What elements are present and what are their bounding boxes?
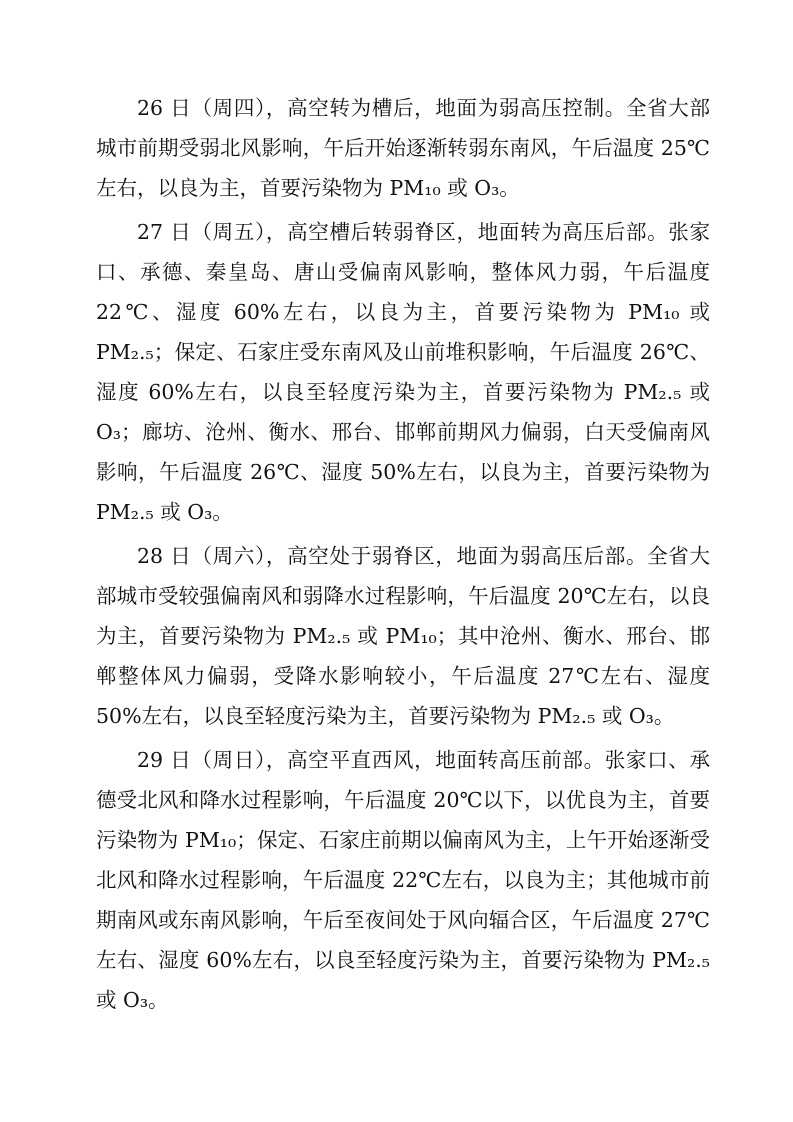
paragraph-day-29: 29 日（周日），高空平直西风，地面转高压前部。张家口、承德受北风和降水过程影响，午后温度 20℃以下，以优良为主，首要污染物为 PM₁₀；保定、石家庄前期以偏南风为主，上午开始逐渐受北风和降水过程影响，午后温度 22℃左右，以良为主；其他城市前期南风或东南风影响，午后至夜间处于风向辐合区，午后温度 27℃左右、湿度 60%左右，以良至轻度污染为主，首要污染物为 PM₂.₅ 或 O₃。: [96, 748, 710, 1012]
paragraph-day-26: 26 日（周四），高空转为槽后，地面为弱高压控制。全省大部城市前期受弱北风影响，午后开始逐渐转弱东南风，午后温度 25℃左右，以良为主，首要污染物为 PM₁₀ 或 O₃。: [96, 96, 710, 200]
document-body: [96, 88, 710, 1024]
paragraph-day-28: 28 日（周六），高空处于弱脊区，地面为弱高压后部。全省大部城市受较强偏南风和弱降水过程影响，午后温度 20℃左右，以良为主，首要污染物为 PM₂.₅ 或 PM₁₀；其中沧州、衡水、邢台、邯郸整体风力偏弱，受降水影响较小，午后温度 27℃左右、湿度 50%左右，以良至轻度污染为主，首要污染物为 PM₂.₅ 或 O₃。: [96, 544, 710, 728]
paragraph-day-27: 27 日（周五），高空槽后转弱脊区，地面转为高压后部。张家口、承德、秦皇岛、唐山受偏南风影响，整体风力弱，午后温度 22℃、湿度 60%左右，以良为主，首要污染物为 PM₁₀ 或 PM₂.₅；保定、石家庄受东南风及山前堆积影响，午后温度 26℃、湿度 60%左右，以良至轻度污染为主，首要污染物为 PM₂.₅ 或 O₃；廊坊、沧州、衡水、邢台、邯郸前期风力偏弱，白天受偏南风影响，午后温度 26℃、湿度 50%左右，以良为主，首要污染物为 PM₂.₅ 或 O₃。: [96, 220, 710, 524]
